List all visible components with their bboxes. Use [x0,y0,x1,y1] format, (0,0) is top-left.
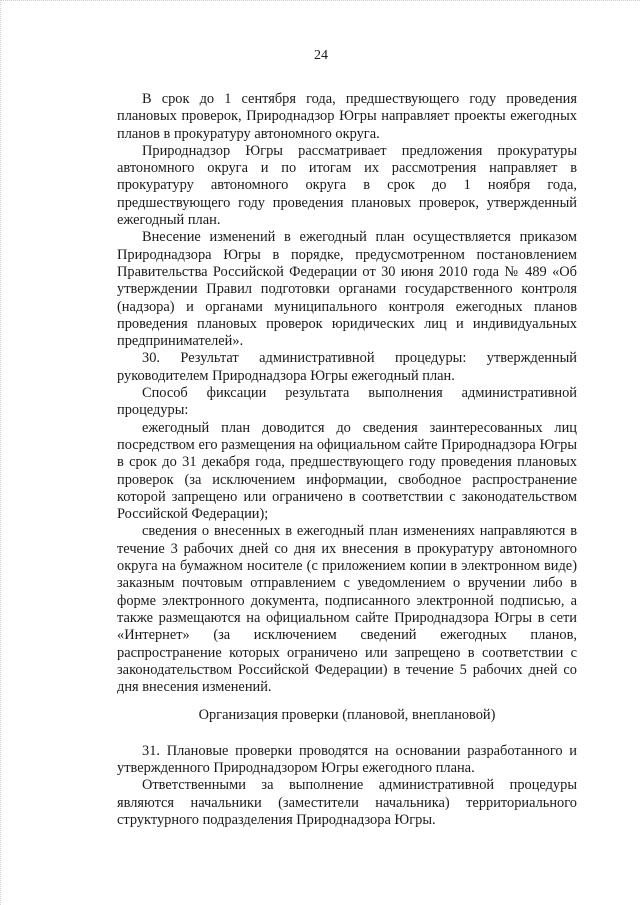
paragraph-fixation-method: Способ фиксации результата выполнения административной процедуры: [117,385,577,419]
paragraph-responsible-persons: Ответственными за выполнение административной процедуры являются начальники (заместители начальника) территориального структурного подразделения Природнадзора Югры. [117,777,577,828]
paragraph-plan-publication: ежегодный план доводится до сведения заинтересованных лиц посредством его размещения на официальном сайте Природнадзора Югры в срок до 31 декабря года, предшествующего году проведения плановых проверок (за исключением информации, свободное распространение которой запрещено или ограничено в соответствии с законодательством Российской Федерации); [117,419,577,523]
paragraph-plan-changes: Внесение изменений в ежегодный план осуществляется приказом Природнадзора Югры в порядке, предусмотренном постановлением Правительства Российской Федерации от 30 июня 2010 года № 489 «Об утверждении Правил подготовки органами государственного контроля (надзора) и органами муниципального контроля ежегодных планов проведения плановых проверок юридических лиц и индивидуальных предпринимателей». [117,229,577,350]
paragraph-plan-submission: В срок до 1 сентября года, предшествующего году проведения плановых проверок, Природнадзор Югры направляет проекты ежегодных планов в прокуратуру автономного округа. [117,91,577,142]
paragraph-procedure-result: 30. Результат административной процедуры: утвержденный руководителем Природнадзора Югры ежегодный план. [117,350,577,384]
section-heading: Организация проверки (плановой, внеплановой) [198,707,496,724]
page-number: 24 [314,48,328,63]
paragraph-planned-inspections: 31. Плановые проверки проводятся на основании разработанного и утвержденного Природнадзором Югры ежегодного плана. [117,742,577,776]
document-body [117,91,577,829]
paragraph-changes-notification: сведения о внесенных в ежегодный план изменениях направляются в течение 3 рабочих дней со дня их внесения в прокуратуру автономного округа на бумажном носителе (с приложением копии в электронном виде) заказным почтовым отправлением с уведомлением о вручении либо в форме электронного документа, подписанного электронной подписью, а также размещаются на официальном сайте Природнадзора Югры в сети «Интернет» (за исключением сведений ежегодных планов, распространение которых ограничено или запрещено в соответствии с законодательством Российской Федерации) в течение 5 рабочих дней со дня внесения изменений. [117,523,577,696]
paragraph-prosecutor-review: Природнадзор Югры рассматривает предложения прокуратуры автономного округа и по итогам их рассмотрения направляет в прокуратуру автономного округа в срок до 1 ноября года, предшествующего году проведения плановых проверок, утвержденный ежегодный план. [117,142,577,229]
